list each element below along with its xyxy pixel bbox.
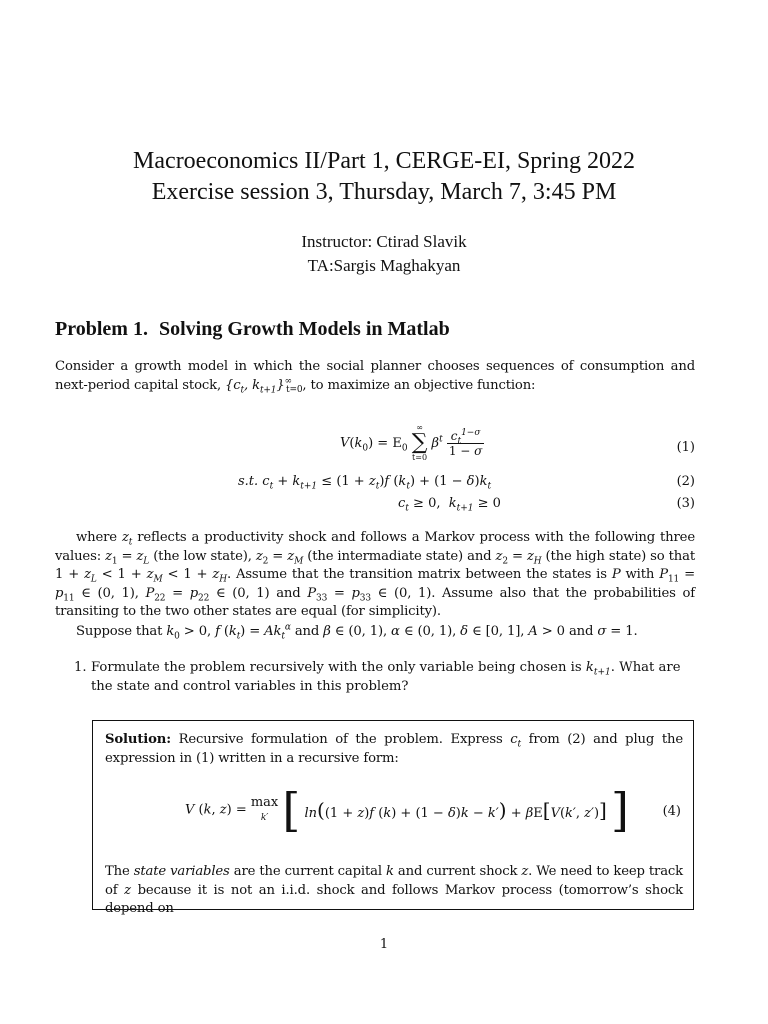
suppose-end-text: and: [568, 624, 594, 639]
problem-number: Problem 1.: [55, 318, 148, 340]
state-text-a: The: [105, 864, 130, 879]
equation-4-label: (4): [662, 804, 681, 819]
where-text-b: reflects a productivity shock and follows a Markov process with the following three values:: [55, 530, 695, 564]
state-high-text: (the high state) so that: [545, 548, 695, 564]
intro-text-a: Consider a growth model in which the social planner chooses sequences of consumption and next-period capital stock,: [55, 359, 695, 393]
question-1-text: Formulate the problem recursively with the only variable being chosen is $k_{t+1}$. What are the state and control variables in this problem?: [91, 660, 681, 694]
equation-2-body: s.t. $c_t + k_{t+1} \le (1 + z_t)f$ $(k_t) + (1 - \delta)k_t$: [238, 474, 492, 492]
instructor-line: Instructor: Ctirad Slavik: [301, 232, 467, 251]
staff-block: [0, 230, 768, 278]
sequence-math: {$c_t$, $k_{t+1}\}^\infty_{t=0}$: [225, 376, 303, 396]
document-title: [0, 146, 768, 208]
ta-line: TA:Sargis Maghakyan: [307, 256, 461, 275]
state-mid-text: (the intermadiate state) and: [307, 548, 492, 564]
equation-2: [0, 474, 768, 492]
state-variables-emphasis: state variables: [133, 864, 230, 879]
equation-4: [93, 779, 693, 839]
solution-intro: Solution: Recursive formulation of the problem. Express $c_t$ from (2) and plug the expression in (1) written in a recursive form:: [105, 732, 683, 766]
transition-end-text: . Assume also that the probabilities of transiting to the two other states are equal (for simplicity).: [55, 585, 695, 619]
transition-text: . Assume that the transition matrix between the states is: [226, 567, 607, 582]
with-text: with: [625, 567, 655, 582]
equation-3-body: $c_t \ge 0$, $k_{t+1} \ge 0$: [398, 496, 501, 514]
state-text-c: and current shock: [397, 864, 518, 879]
solution-box: [92, 720, 694, 916]
intro-text-b: , to maximize an objective function:: [302, 377, 536, 393]
intro-paragraph: [55, 358, 695, 395]
question-1-marker: 1.: [74, 660, 87, 675]
equation-4-body: V (k, z) = max k′ [ ln((1 + z)f (k) + (1 − δ)k − k′) + βE[V(k′, z′)] ]: [185, 783, 629, 837]
markov-paragraph: where $z_t$ reflects a productivity shock and follows a Markov process with the following three values: $z_1 = z_L$ (the low state), $z_2 = z_M$ (the intermadiate state) and $z_2 = z_H$ (the high state) so that $1 + z_L < 1 + z_M < 1 + z_H$. Assume that the transition matrix between the states is P with $P_{11} = p_{11}$ ∈ (0, 1), $P_{22} = p_{22}$ ∈ (0, 1) and $P_{33} = p_{33}$ ∈ (0, 1). Assume also that the probabilities of transiting to the two other states are equal (for simplicity).: [55, 530, 695, 619]
question-1-text-a: Formulate the problem recursively with the only variable being chosen is: [91, 660, 582, 675]
state-text-b: are the current capital: [233, 864, 382, 879]
title-line-1: Macroeconomics II/Part 1, CERGE-EI, Spring 2022: [133, 148, 635, 174]
equation-1-label: (1): [676, 440, 695, 455]
solution-text-a: Recursive formulation of the problem. Express: [178, 732, 503, 747]
equation-1: [0, 424, 768, 474]
sum-symbol: ∞ ∑ t=0: [411, 423, 428, 462]
problem-title: Solving Growth Models in Matlab: [158, 318, 450, 340]
state-low-text: (the low state),: [153, 548, 252, 564]
and-text: and: [276, 585, 301, 601]
question-1-text-b: . What are the state and control variables in this problem?: [91, 660, 681, 694]
state-text-e: because it is not an i.i.d. shock and follows Markov process (tomorrow’s shock depend on: [105, 882, 683, 916]
where-text: where: [76, 530, 117, 545]
solution-text-b: from (2) and plug the expression in (1) written in a recursive form:: [105, 732, 683, 766]
problem-heading: [55, 318, 450, 341]
equation-2-label: (2): [676, 474, 695, 489]
equation-1-body: $V(k_0) = E_0$ ∞ ∑ t=0 $\beta^t$ $\frac{c_t^{1-\sigma}}{1 - \sigma}$: [340, 423, 483, 462]
title-line-2: Exercise session 3, Thursday, March 7, 3:45 PM: [151, 179, 617, 205]
suppose-and-text: and: [294, 624, 320, 639]
solution-label: Solution:: [105, 732, 171, 747]
suppose-paragraph: Suppose that $k_0 > 0$, f $(k_t) = Ak_t^\alpha$ and β ∈ (0, 1), α ∈ (0, 1), δ ∈ [0, 1], A > 0 and σ = 1.: [76, 622, 638, 642]
equation-3-label: (3): [676, 496, 695, 511]
state-text-d: . We need to keep track of: [105, 864, 683, 898]
suppose-text: Suppose that: [76, 624, 163, 639]
state-variables-paragraph: The state variables are the current capital k and current shock z. We need to keep track of z because it is not an i.i.d. shock and follows Markov process (tomorrow’s shock depend on: [105, 864, 683, 916]
equation-3: [0, 496, 768, 514]
question-1: [74, 659, 696, 697]
page-number: 1: [379, 937, 389, 952]
